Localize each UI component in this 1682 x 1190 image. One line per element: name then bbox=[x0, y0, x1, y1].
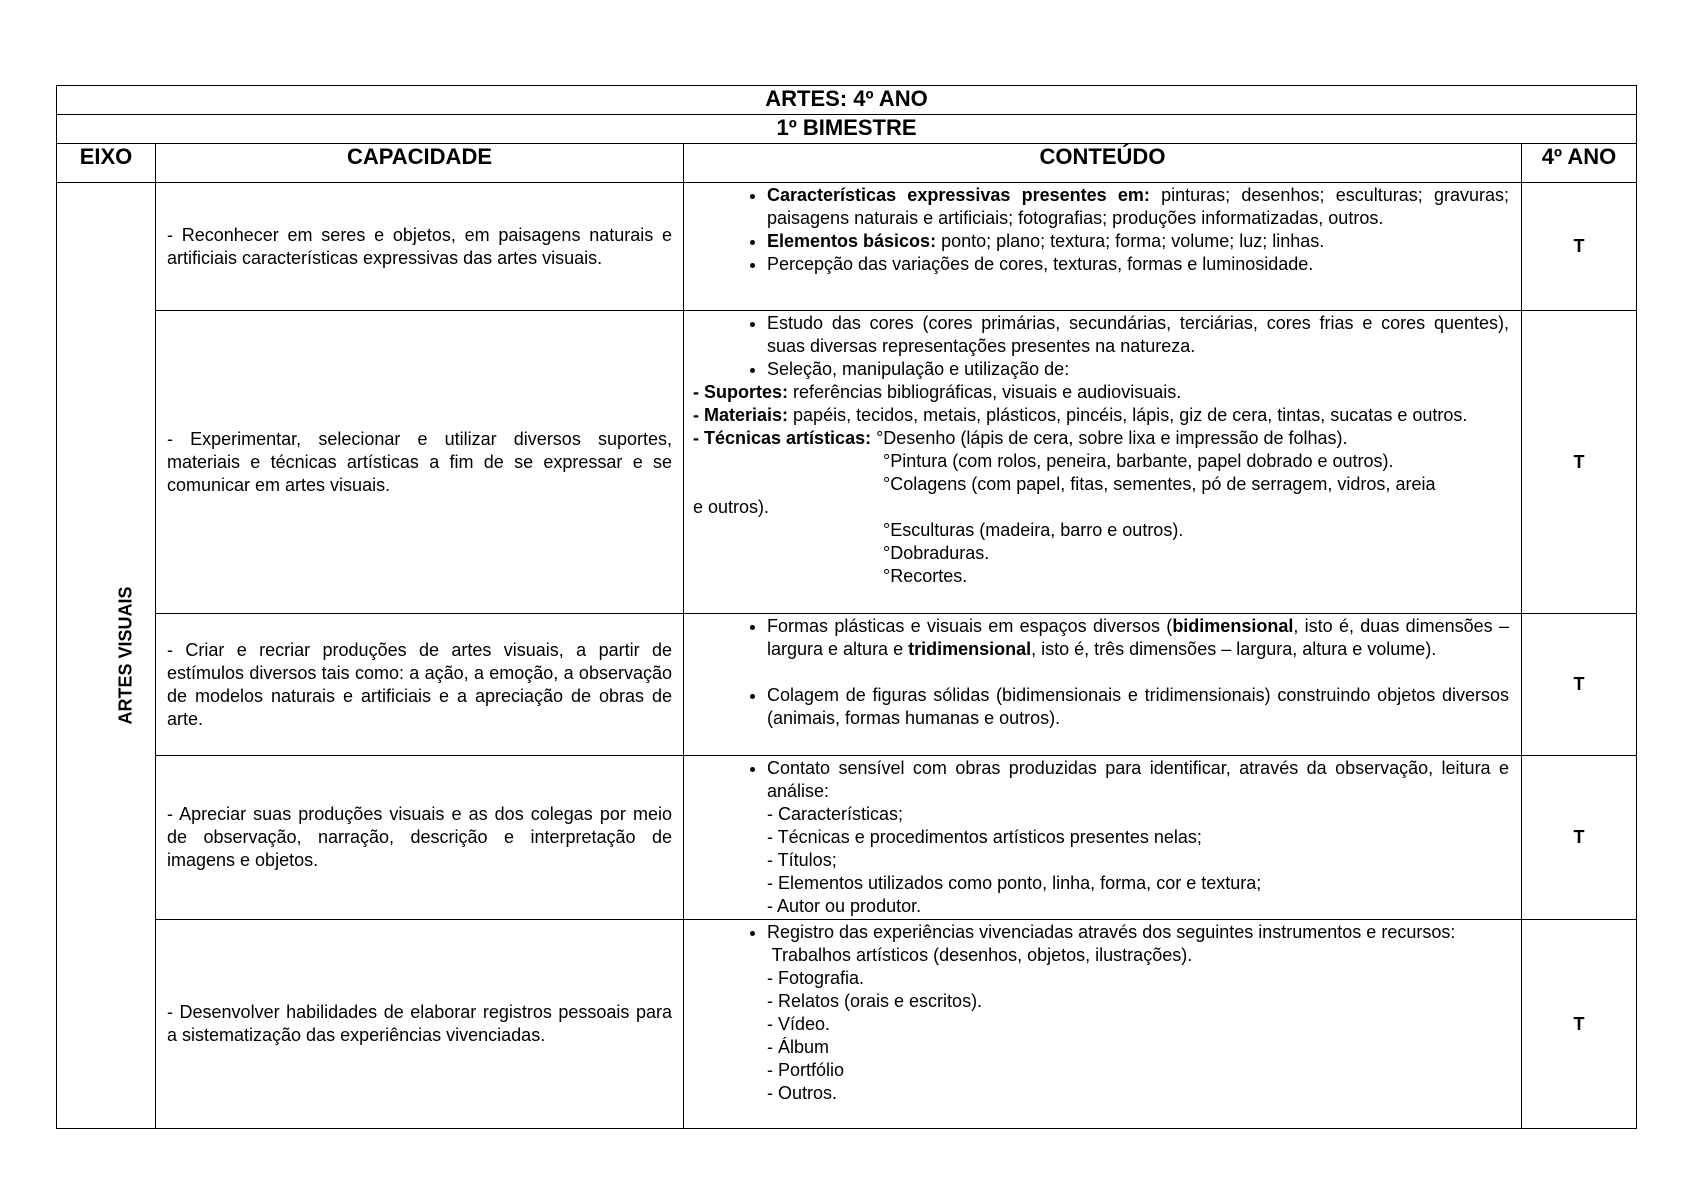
item-text: ponto; plano; textura; forma; volume; luz; linhas. bbox=[936, 231, 1325, 251]
eixo-label: ARTES VISUAIS bbox=[115, 586, 136, 725]
list-item bbox=[767, 184, 1509, 230]
tecnica-item: °Esculturas (madeira, barro e outros). bbox=[883, 520, 1184, 540]
content-list bbox=[693, 757, 1509, 803]
sub-item: - Portfólio bbox=[767, 1060, 845, 1080]
column-header-capacidade: CAPACIDADE bbox=[156, 144, 684, 183]
item-text: papéis, tecidos, metais, plásticos, pincéis, lápis, giz de cera, tintas, sucatas e outros. bbox=[788, 405, 1468, 425]
ano-cell: T bbox=[1522, 183, 1637, 311]
bold-label: - Materiais: bbox=[693, 405, 789, 425]
column-header-eixo: EIXO bbox=[57, 144, 156, 183]
list-item: • Contato sensível com obras produzidas para identificar, através da observação, leitura e análise: bbox=[767, 757, 1509, 803]
content-list bbox=[693, 615, 1509, 661]
capacidade-cell: - Criar e recriar produções de artes visuais, a partir de estímulos diversos tais como: a ação, a emoção, a observação de modelos naturais e artificiais e a apreciação de obras de arte. bbox=[156, 614, 684, 756]
conteudo-cell bbox=[684, 311, 1522, 614]
table-title: ARTES: 4º ANO bbox=[57, 86, 1637, 115]
spacer bbox=[693, 661, 1509, 684]
list-item: • Registro das experiências vivenciadas através dos seguintes instrumentos e recursos: bbox=[767, 921, 1509, 944]
sub-item: - Relatos (orais e escritos). bbox=[767, 991, 983, 1011]
bold-label: - Suportes: bbox=[693, 382, 789, 402]
title-row bbox=[57, 86, 1637, 115]
column-header-ano: 4º ANO bbox=[1522, 144, 1637, 183]
list-item: • Colagem de figuras sólidas (bidimensionais e tridimensionais) construindo objetos diversos (animais, formas humanas e outros). bbox=[767, 684, 1509, 730]
list-item: • Percepção das variações de cores, texturas, formas e luminosidade. bbox=[767, 253, 1509, 276]
sub-item: - Vídeo. bbox=[767, 1014, 831, 1034]
bold-term: bidimensional bbox=[1172, 616, 1294, 636]
sub-item: - Técnicas e procedimentos artísticos presentes nelas; bbox=[767, 827, 1202, 847]
conteudo-cell bbox=[684, 756, 1522, 920]
sub-item: - Características; bbox=[767, 804, 904, 824]
item-text: °Desenho (lápis de cera, sobre lixa e impressão de folhas). bbox=[871, 428, 1348, 448]
item-text: , isto é, duas dimensões – largura e altura e bbox=[767, 616, 1510, 659]
conteudo-cell bbox=[684, 183, 1522, 311]
subtitle-row bbox=[57, 115, 1637, 144]
table-row bbox=[57, 183, 1637, 311]
suportes-line bbox=[693, 381, 1509, 404]
sub-item: - Elementos utilizados como ponto, linha, forma, cor e textura; bbox=[767, 873, 1262, 893]
list-item bbox=[767, 615, 1509, 661]
tecnica-item: °Dobraduras. bbox=[883, 543, 990, 563]
sub-item: - Autor ou produtor. bbox=[767, 896, 922, 916]
item-text: Formas plásticas e visuais em espaços diversos ( bbox=[767, 616, 1173, 636]
conteudo-cell bbox=[684, 920, 1522, 1129]
sub-item: - Fotografia. bbox=[767, 968, 865, 988]
item-text: pinturas; desenhos; esculturas; gravuras; paisagens naturais e artificiais; fotografias; produções informatizadas, outros. bbox=[767, 185, 1509, 228]
ano-cell: T bbox=[1522, 614, 1637, 756]
conteudo-cell bbox=[684, 614, 1522, 756]
curriculum-table bbox=[56, 85, 1637, 1129]
content-list bbox=[693, 312, 1509, 381]
capacidade-cell: - Experimentar, selecionar e utilizar diversos suportes, materiais e técnicas artísticas a fim de se expressar e se comunicar em artes visuais. bbox=[156, 311, 684, 614]
tecnica-item: °Pintura (com rolos, peneira, barbante, papel dobrado e outros). bbox=[883, 451, 1394, 471]
capacidade-cell: - Reconhecer em seres e objetos, em paisagens naturais e artificiais características expressivas das artes visuais. bbox=[156, 183, 684, 311]
item-text: , isto é, três dimensões – largura, altura e volume). bbox=[1031, 639, 1437, 659]
table-row bbox=[57, 311, 1637, 614]
bold-label: Elementos básicos: bbox=[767, 231, 937, 251]
column-header-row bbox=[57, 144, 1637, 183]
list-item bbox=[767, 230, 1509, 253]
ano-cell: T bbox=[1522, 756, 1637, 920]
bold-term: tridimensional bbox=[908, 639, 1032, 659]
tecnicas-line bbox=[693, 427, 1509, 450]
tecnica-item: °Colagens (com papel, fitas, sementes, pó de serragem, vidros, areia bbox=[883, 474, 1436, 494]
eixo-cell bbox=[57, 183, 156, 1129]
table-subtitle: 1º BIMESTRE bbox=[57, 115, 1637, 144]
tecnica-item: °Recortes. bbox=[883, 566, 968, 586]
sub-item: - Títulos; bbox=[767, 850, 837, 870]
materiais-line bbox=[693, 404, 1509, 427]
sub-item: - Álbum bbox=[767, 1037, 830, 1057]
table-row bbox=[57, 756, 1637, 920]
content-list bbox=[693, 921, 1509, 944]
sub-item: Trabalhos artísticos (desenhos, objetos, ilustrações). bbox=[767, 945, 1193, 965]
item-text: referências bibliográficas, visuais e audiovisuais. bbox=[788, 382, 1182, 402]
ano-cell: T bbox=[1522, 920, 1637, 1129]
tecnica-item-continuation: e outros). bbox=[693, 497, 770, 517]
table-row bbox=[57, 920, 1637, 1129]
bold-label: Características expressivas presentes em: bbox=[767, 185, 1150, 205]
content-list bbox=[693, 684, 1509, 730]
column-header-conteudo: CONTEÚDO bbox=[684, 144, 1522, 183]
capacidade-cell: - Desenvolver habilidades de elaborar registros pessoais para a sistematização das experiências vivenciadas. bbox=[156, 920, 684, 1129]
capacidade-cell: - Apreciar suas produções visuais e as dos colegas por meio de observação, narração, descrição e interpretação de imagens e objetos. bbox=[156, 756, 684, 920]
content-list bbox=[693, 184, 1509, 276]
sub-item: - Outros. bbox=[767, 1083, 838, 1103]
list-item: • Estudo das cores (cores primárias, secundárias, terciárias, cores frias e cores quentes), suas diversas representações presentes na natureza. bbox=[767, 312, 1509, 358]
list-item: • Seleção, manipulação e utilização de: bbox=[767, 358, 1509, 381]
bold-label: - Técnicas artísticas: bbox=[693, 428, 872, 448]
table-row bbox=[57, 614, 1637, 756]
ano-cell: T bbox=[1522, 311, 1637, 614]
